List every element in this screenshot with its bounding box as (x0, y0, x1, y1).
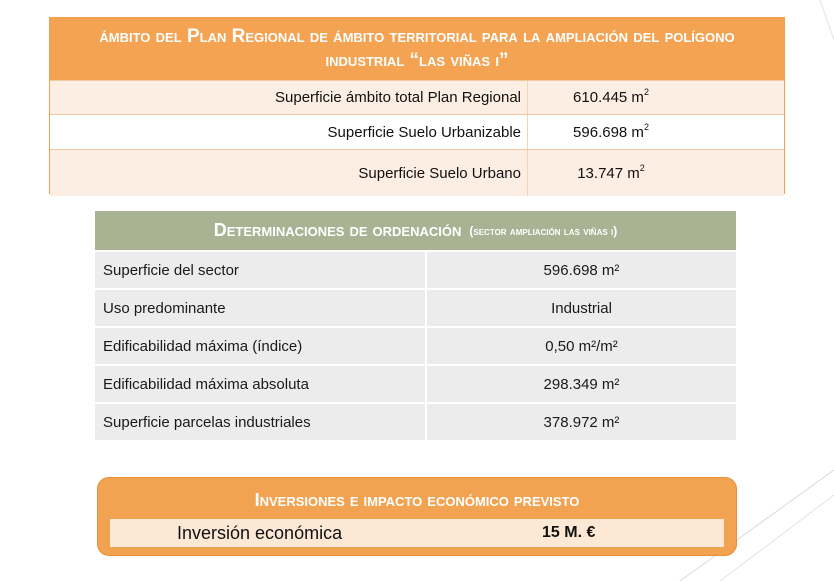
inversiones-box (97, 477, 737, 556)
row-label: Superficie ámbito total Plan Regional (275, 89, 521, 106)
ordenacion-title (95, 211, 736, 250)
table-row (95, 326, 736, 364)
table-row (95, 250, 736, 288)
table-row (95, 402, 736, 440)
row-value: 13.747 $m^2$ (577, 162, 645, 182)
plan-regional-title: ámbito del Plan Regional de ámbito territorial para la ampliación del polígono industrial “las viñas i” (50, 18, 784, 80)
inversion-label: Inversión económica (177, 522, 343, 543)
table-row (50, 149, 784, 196)
plan-regional-table (49, 17, 785, 194)
row-label: Superficie Suelo Urbanizable (327, 123, 521, 141)
row-label: Superficie Suelo Urbano (358, 164, 521, 182)
row-value: 596.698 m² (425, 252, 736, 288)
row-value: 610.445 $m^2$ (573, 87, 649, 106)
ordenacion-subtitle: (sector ampliación las viñas i) (469, 223, 618, 238)
row-value: 0,50 m²/m² (425, 328, 736, 364)
row-value: Industrial (425, 290, 736, 326)
table-row (50, 80, 784, 114)
row-label: Edificabilidad máxima absoluta (103, 375, 309, 393)
row-value: 378.972 m² (425, 404, 736, 440)
inversion-value: 15 M. € (542, 524, 596, 541)
row-label: Edificabilidad máxima (índice) (103, 337, 303, 355)
inversion-row (110, 519, 724, 547)
inversiones-title: Inversiones e impacto económico previsto (254, 490, 580, 510)
row-value: 596.698 $m^2$ (573, 121, 649, 141)
table-row (95, 288, 736, 326)
row-value: 298.349 m² (425, 366, 736, 402)
row-label: Uso predominante (103, 299, 226, 317)
row-label: Superficie del sector (103, 261, 239, 279)
row-label: Superficie parcelas industriales (103, 413, 311, 431)
table-row (95, 364, 736, 402)
ordenacion-title-main: Determinaciones de ordenación (213, 220, 462, 240)
table-row (50, 114, 784, 149)
ordenacion-table (95, 211, 736, 433)
